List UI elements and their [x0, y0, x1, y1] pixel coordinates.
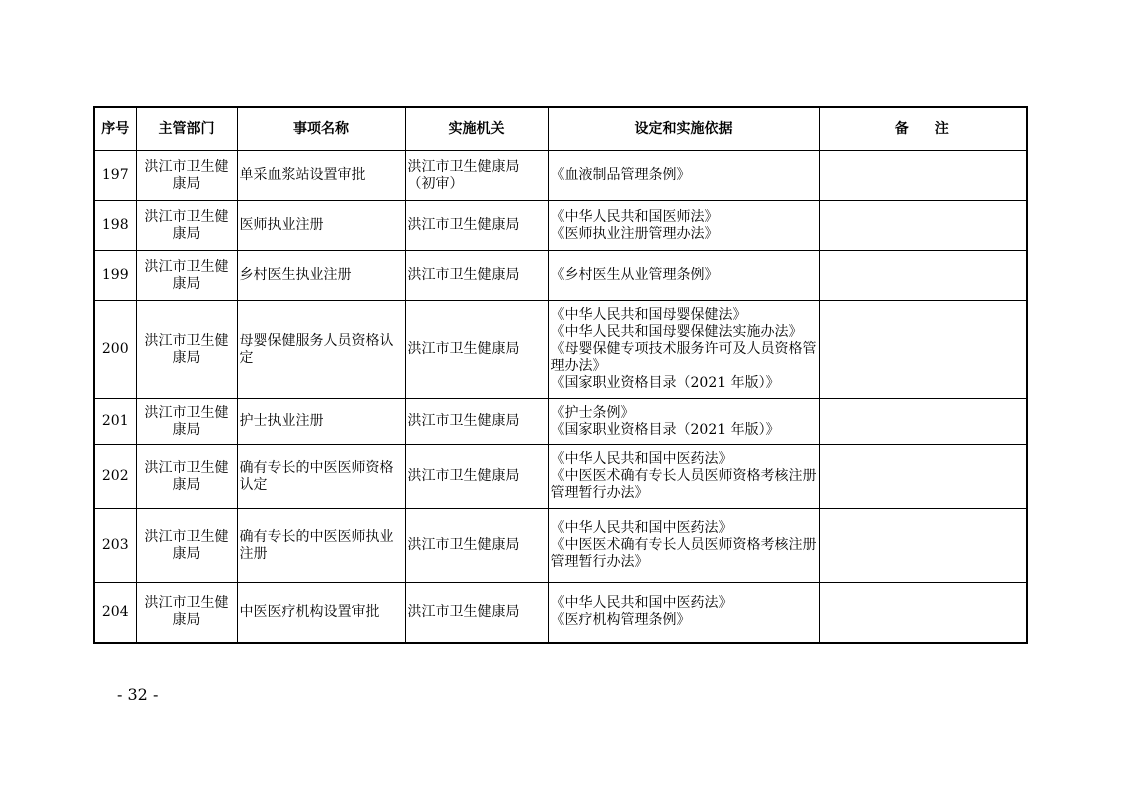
legal-basis-line: 《中华人民共和国中医药法》 [550, 520, 733, 536]
table-row [94, 399, 1027, 445]
row-notes [819, 251, 1027, 301]
legal-basis-line: 《医疗机构管理条例》 [550, 612, 691, 629]
table-row [94, 509, 1027, 583]
row-serial-number: 197 [94, 151, 136, 201]
row-notes [819, 201, 1027, 251]
row-department: 洪江市卫生健康局 [136, 151, 237, 201]
row-serial-number: 200 [94, 301, 136, 399]
row-department: 洪江市卫生健康局 [136, 509, 237, 583]
row-department: 洪江市卫生健康局 [136, 201, 237, 251]
table-row [94, 201, 1027, 251]
row-legal-basis [548, 301, 819, 399]
table-row [94, 251, 1027, 301]
legal-basis-line: 《国家职业资格目录（2021 年版）》 [550, 421, 780, 438]
legal-basis-line: 《乡村医生从业管理条例》 [550, 267, 719, 283]
row-legal-basis [548, 583, 819, 643]
row-serial-number: 203 [94, 509, 136, 583]
legal-basis-line: 《中医医术确有专长人员医师资格考核注册管理暂行办法》 [550, 468, 817, 501]
row-department: 洪江市卫生健康局 [136, 301, 237, 399]
table-row [94, 301, 1027, 399]
row-implementing-agency: 洪江市卫生健康局 [405, 509, 548, 583]
legal-basis-line: 《中华人民共和国母婴保健法》 [550, 307, 747, 323]
row-department: 洪江市卫生健康局 [136, 251, 237, 301]
table-header-row [94, 107, 1027, 151]
row-legal-basis [548, 151, 819, 201]
row-item-name: 医师执业注册 [237, 201, 405, 251]
row-item-name: 中医医疗机构设置审批 [237, 583, 405, 643]
row-implementing-agency: 洪江市卫生健康局 [405, 201, 548, 251]
row-serial-number: 201 [94, 399, 136, 445]
row-department: 洪江市卫生健康局 [136, 445, 237, 509]
legal-basis-line: 《中华人民共和国医师法》 [550, 208, 719, 225]
legal-basis-line: 《国家职业资格目录（2021 年版）》 [550, 375, 780, 391]
row-notes [819, 399, 1027, 445]
table-row [94, 445, 1027, 509]
header-serial-number: 序号 [94, 107, 136, 151]
table-row [94, 583, 1027, 643]
row-implementing-agency: 洪江市卫生健康局（初审） [405, 151, 548, 201]
row-item-name: 护士执业注册 [237, 399, 405, 445]
legal-basis-line: 《中华人民共和国母婴保健法实施办法》 [550, 324, 803, 340]
header-legal-basis: 设定和实施依据 [548, 107, 819, 151]
header-implementing-agency: 实施机关 [405, 107, 548, 151]
row-notes [819, 583, 1027, 643]
row-notes [819, 301, 1027, 399]
items-table [93, 106, 1028, 644]
legal-basis-line: 《护士条例》 [550, 404, 635, 421]
legal-basis-line: 《中华人民共和国中医药法》 [550, 451, 733, 467]
legal-basis-line: 《血液制品管理条例》 [550, 167, 691, 183]
row-item-name: 乡村医生执业注册 [237, 251, 405, 301]
page-number: - 32 - [117, 685, 159, 704]
row-department: 洪江市卫生健康局 [136, 583, 237, 643]
header-department: 主管部门 [136, 107, 237, 151]
row-legal-basis [548, 399, 819, 445]
row-item-name: 母婴保健服务人员资格认定 [237, 301, 405, 399]
legal-basis-line: 《母婴保健专项技术服务许可及人员资格管理办法》 [550, 341, 817, 374]
row-implementing-agency: 洪江市卫生健康局 [405, 445, 548, 509]
header-item-name: 事项名称 [237, 107, 405, 151]
row-notes [819, 445, 1027, 509]
row-item-name: 确有专长的中医医师执业注册 [237, 509, 405, 583]
row-serial-number: 199 [94, 251, 136, 301]
row-serial-number: 204 [94, 583, 136, 643]
row-implementing-agency: 洪江市卫生健康局 [405, 251, 548, 301]
table-row [94, 151, 1027, 201]
row-item-name: 单采血浆站设置审批 [237, 151, 405, 201]
row-implementing-agency: 洪江市卫生健康局 [405, 301, 548, 399]
row-notes [819, 151, 1027, 201]
legal-basis-line: 《中医医术确有专长人员医师资格考核注册管理暂行办法》 [550, 537, 817, 570]
row-serial-number: 198 [94, 201, 136, 251]
row-serial-number: 202 [94, 445, 136, 509]
legal-basis-line: 《中华人民共和国中医药法》 [550, 595, 733, 612]
row-item-name: 确有专长的中医医师资格认定 [237, 445, 405, 509]
row-legal-basis [548, 251, 819, 301]
row-legal-basis [548, 509, 819, 583]
row-department: 洪江市卫生健康局 [136, 399, 237, 445]
row-legal-basis [548, 445, 819, 509]
row-legal-basis [548, 201, 819, 251]
header-notes: 备注 [819, 107, 1027, 151]
row-notes [819, 509, 1027, 583]
row-implementing-agency: 洪江市卫生健康局 [405, 583, 548, 643]
table-body [94, 151, 1027, 643]
row-implementing-agency: 洪江市卫生健康局 [405, 399, 548, 445]
legal-basis-line: 《医师执业注册管理办法》 [550, 225, 719, 242]
